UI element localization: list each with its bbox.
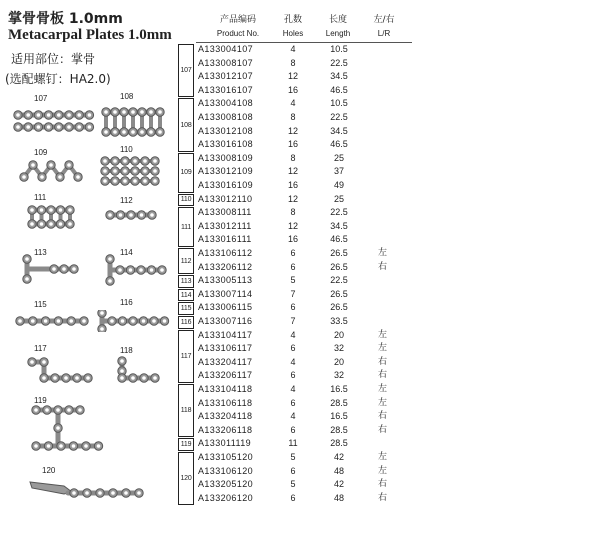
- length-value: 26.5: [330, 248, 348, 258]
- hole-count: 5: [290, 452, 296, 462]
- hole-count: 12: [287, 220, 298, 231]
- product-code: A133106117: [198, 343, 253, 354]
- col-header-lr-cn: 左/右: [373, 15, 395, 25]
- plate-label: 112: [120, 196, 133, 205]
- length-value: 48: [333, 492, 344, 503]
- group-label-box: 111: [178, 207, 194, 247]
- l-plate-small-icon: [116, 356, 162, 384]
- side-label: 左: [378, 465, 388, 476]
- plate-label: 115: [34, 300, 47, 309]
- hole-count: 7: [290, 288, 296, 299]
- hole-count: 16: [287, 139, 298, 150]
- side-label: 左: [378, 248, 388, 258]
- product-code: A133204117: [198, 356, 253, 367]
- table-row: [0, 329, 589, 342]
- col-header-length-cn: 长度: [328, 15, 347, 25]
- table-row: [0, 233, 589, 246]
- hole-count: 8: [290, 207, 296, 218]
- product-code: A133104117: [198, 329, 253, 340]
- zigzag-plate-icon: [18, 158, 84, 184]
- product-code: A133016109: [198, 180, 254, 190]
- group-label-box: 116: [178, 316, 194, 329]
- hole-count: 4: [290, 329, 296, 340]
- table-row: [0, 138, 589, 151]
- product-code: A133206120: [198, 492, 254, 503]
- product-code: A133106118: [198, 397, 253, 408]
- table-row: [0, 165, 589, 178]
- plate-label: 108: [120, 92, 134, 101]
- hole-count: 6: [290, 424, 296, 435]
- length-value: 20: [333, 329, 344, 340]
- hole-count: 5: [290, 479, 296, 490]
- product-code: A133008111: [198, 207, 252, 218]
- length-value: 33.5: [330, 316, 348, 326]
- title-chinese: 掌骨骨板 1.0mm: [8, 11, 123, 27]
- group-label-box: 110: [178, 194, 194, 207]
- hole-count: 12: [287, 71, 298, 82]
- t-straight-plate-icon: [96, 310, 172, 332]
- group-label-box: 114: [178, 289, 194, 302]
- length-value: 16.5: [330, 411, 348, 422]
- plate-label: 116: [120, 298, 133, 307]
- table-row: [0, 247, 589, 260]
- screw-note: (选配螺钉：HA2.0): [5, 72, 111, 86]
- hole-count: 8: [290, 112, 296, 122]
- hole-count: 4: [290, 384, 296, 394]
- side-label: 右: [378, 261, 388, 272]
- length-value: 34.5: [330, 220, 348, 231]
- col-header-product-en: Product No.: [216, 29, 260, 38]
- length-value: 10.5: [330, 98, 348, 109]
- product-code: A133004107: [198, 44, 254, 54]
- product-code: A133008107: [198, 57, 254, 68]
- plate-label: 117: [34, 344, 47, 353]
- col-header-length: [316, 14, 360, 40]
- hole-count: 6: [290, 370, 296, 381]
- col-header-product: [193, 14, 283, 40]
- group-label-box: 112: [178, 248, 194, 274]
- side-label: 左: [378, 397, 388, 408]
- hole-count: 8: [290, 152, 296, 163]
- product-code: A133204118: [198, 411, 253, 422]
- length-value: 25: [333, 193, 344, 204]
- length-value: 20: [333, 356, 344, 367]
- table-row: [0, 193, 589, 206]
- product-code: A133106120: [198, 465, 254, 476]
- product-code: A133012109: [198, 166, 254, 177]
- product-code: A133011119: [198, 438, 252, 449]
- side-label: 右: [378, 370, 388, 381]
- blade-plate-icon: [28, 478, 146, 506]
- group-label-box: 118: [178, 384, 194, 437]
- col-header-holes-en: Holes: [282, 29, 304, 38]
- hole-count: 6: [290, 492, 296, 503]
- product-code: A133012111: [198, 220, 252, 231]
- product-code: A133007116: [198, 316, 253, 326]
- length-value: 49: [333, 180, 344, 190]
- hole-count: 16: [287, 84, 298, 95]
- group-label-box: 120: [178, 452, 194, 505]
- product-code: A133206112: [198, 261, 253, 272]
- t-plate-long-icon: [104, 254, 168, 286]
- h-plate-icon: [30, 404, 104, 452]
- product-code: A133012107: [198, 71, 254, 82]
- product-code: A133006115: [198, 302, 253, 313]
- table-row: [0, 206, 589, 219]
- table-row: [0, 288, 589, 301]
- length-value: 22.5: [330, 57, 348, 68]
- length-value: 32: [333, 343, 344, 354]
- length-value: 28.5: [330, 397, 348, 408]
- group-label-box: 109: [178, 153, 194, 193]
- length-value: 28.5: [330, 424, 348, 435]
- length-value: 16.5: [330, 384, 348, 394]
- plate-label: 114: [120, 248, 133, 257]
- product-code: A133012110: [198, 193, 253, 204]
- side-label: 右: [378, 411, 388, 422]
- length-value: 28.5: [330, 438, 348, 449]
- small-straight-plate-icon: [104, 206, 158, 224]
- plate-label: 107: [34, 94, 48, 103]
- length-value: 34.5: [330, 125, 348, 136]
- table-row: [0, 261, 589, 274]
- table-row: [0, 70, 589, 83]
- product-code: A133005113: [198, 275, 253, 286]
- plate-label: 120: [42, 466, 56, 475]
- length-value: 34.5: [330, 71, 348, 82]
- table-row: [0, 220, 589, 233]
- table-row: [0, 342, 589, 355]
- length-value: 22.5: [330, 207, 348, 218]
- table-row: [0, 43, 589, 56]
- length-value: 26.5: [330, 261, 348, 272]
- side-label: 左: [378, 452, 388, 462]
- plate-label: 110: [120, 145, 133, 154]
- product-code: A133016111: [198, 234, 252, 245]
- t-plate-icon: [20, 254, 82, 284]
- length-value: 46.5: [330, 84, 348, 95]
- comb-plate-icon: [26, 204, 76, 230]
- straight-plate-icon: [14, 312, 90, 330]
- table-row: [0, 57, 589, 70]
- length-value: 48: [333, 465, 344, 476]
- length-value: 32: [333, 370, 344, 381]
- ladder-plate-icon: [100, 104, 166, 140]
- cluster-plate-icon: [98, 154, 162, 188]
- length-value: 22.5: [330, 275, 348, 286]
- product-code: A133012108: [198, 125, 254, 136]
- product-code: A133206118: [198, 424, 253, 435]
- hole-count: 4: [290, 356, 296, 367]
- length-value: 26.5: [330, 302, 348, 313]
- group-label-box: 119: [178, 438, 194, 451]
- hole-count: 6: [290, 248, 296, 258]
- length-value: 46.5: [330, 234, 348, 245]
- hole-count: 12: [287, 193, 298, 204]
- hole-count: 11: [288, 438, 298, 449]
- side-label: 右: [378, 492, 388, 503]
- col-header-lr-en: L/R: [377, 29, 391, 38]
- hole-count: 12: [287, 125, 298, 136]
- group-label-box: 117: [178, 330, 194, 383]
- application-site: 适用部位：掌骨: [11, 52, 96, 66]
- hole-count: 4: [290, 44, 296, 54]
- length-value: 25: [333, 152, 344, 163]
- hole-count: 6: [290, 261, 296, 272]
- plate-label: 109: [34, 148, 48, 157]
- col-header-lr: [364, 14, 404, 40]
- product-code: A133007114: [198, 288, 253, 299]
- hole-count: 4: [290, 411, 296, 422]
- side-label: 左: [378, 329, 388, 340]
- plate-label: 119: [34, 396, 47, 405]
- group-label-box: 115: [178, 302, 194, 315]
- group-label-box: 113: [178, 275, 194, 288]
- table-row: [0, 152, 589, 165]
- length-value: 42: [333, 479, 344, 490]
- product-code: A133105120: [198, 452, 254, 462]
- side-label: 右: [378, 479, 388, 490]
- product-code: A133206117: [198, 370, 253, 381]
- hole-count: 6: [290, 397, 296, 408]
- product-code: A133205120: [198, 479, 254, 490]
- side-label: 右: [378, 424, 388, 435]
- product-code: A133008108: [198, 112, 254, 122]
- length-value: 46.5: [330, 139, 348, 150]
- table-row: [0, 465, 589, 478]
- product-code: A133106112: [198, 248, 253, 258]
- length-value: 26.5: [330, 288, 348, 299]
- hole-count: 8: [290, 57, 296, 68]
- table-row: [0, 179, 589, 192]
- hole-count: 16: [287, 180, 298, 190]
- product-code: A133004108: [198, 98, 254, 109]
- hole-count: 4: [290, 98, 296, 109]
- group-label-box: 108: [178, 98, 194, 151]
- hole-count: 6: [290, 465, 296, 476]
- side-label: 右: [378, 356, 388, 367]
- col-header-product-cn: 产品编码: [219, 15, 256, 25]
- title-english: Metacarpal Plates 1.0mm: [8, 27, 172, 43]
- l-plate-icon: [26, 356, 94, 386]
- length-value: 10.5: [330, 44, 348, 54]
- length-value: 37: [333, 166, 344, 177]
- col-header-holes: [276, 14, 310, 40]
- length-value: 42: [333, 452, 344, 462]
- product-code: A133104118: [198, 384, 253, 394]
- straight-2row-plate-icon: [12, 106, 96, 136]
- hole-count: 6: [290, 343, 296, 354]
- col-header-length-en: Length: [325, 29, 351, 38]
- side-label: 左: [378, 384, 388, 394]
- group-label-box: 107: [178, 44, 194, 97]
- table-row: [0, 84, 589, 97]
- col-header-holes-cn: 孔数: [283, 15, 302, 25]
- hole-count: 12: [287, 166, 298, 177]
- side-label: 左: [378, 343, 388, 354]
- length-value: 22.5: [330, 112, 348, 122]
- plate-label: 118: [120, 346, 133, 355]
- hole-count: 16: [287, 234, 298, 245]
- product-code: A133016107: [198, 84, 254, 95]
- hole-count: 5: [290, 275, 296, 286]
- plate-label: 113: [34, 248, 47, 257]
- product-code: A133008109: [198, 152, 254, 163]
- table-row: [0, 451, 589, 464]
- hole-count: 7: [290, 316, 296, 326]
- hole-count: 6: [290, 302, 296, 313]
- plate-label: 111: [34, 193, 47, 202]
- table-row: [0, 274, 589, 287]
- product-code: A133016108: [198, 139, 254, 150]
